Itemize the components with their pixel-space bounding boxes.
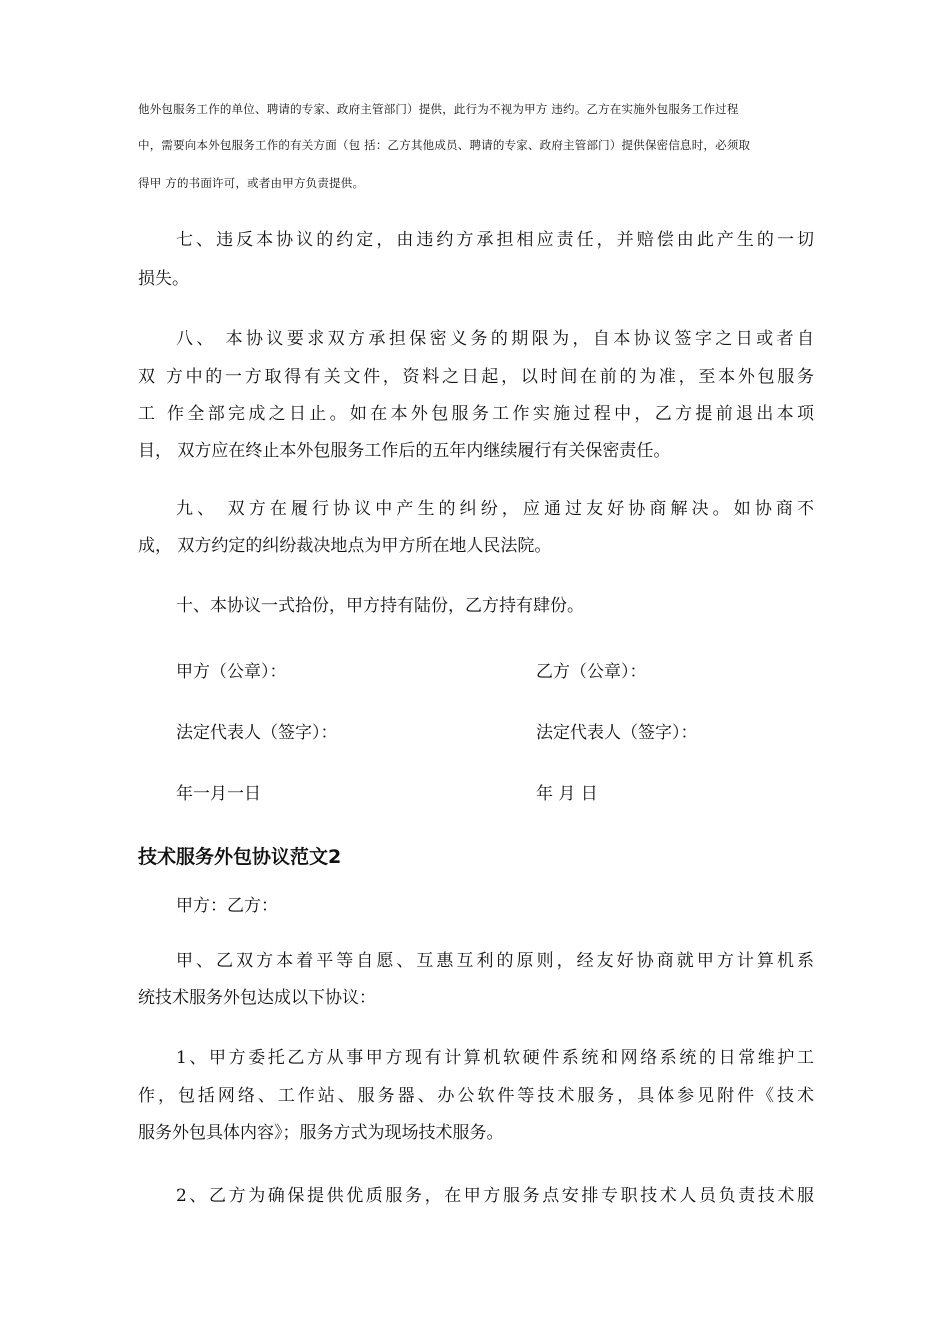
item-1-line: 服务外包具体内容》；服务方式为现场技术服务。	[138, 1123, 504, 1143]
clause-8-line: 工 作全部完成之日止。如在本外包服务工作实施过程中，乙方提前退出本项	[138, 404, 814, 424]
clause-9-line: 成， 双方约定的纠纷裁决地点为甲方所在地人民法院。	[138, 536, 552, 556]
item-2-line: 2、乙方为确保提供优质服务，在甲方服务点安排专职技术人员负责技术服	[176, 1186, 814, 1206]
clause-10-line: 十、本协议一式拾份，甲方持有陆份，乙方持有肆份。	[176, 596, 584, 616]
section-heading: 技术服务外包协议范文2	[138, 846, 342, 868]
party-b-date: 年 月 日	[536, 784, 598, 804]
parties-line: 甲方：乙方：	[176, 896, 278, 916]
item-1-line: 作，包括网络、工作站、服务器、办公软件等技术服务，具体参见附件《技术	[138, 1086, 814, 1106]
clause-7-line: 七、违反本协议的约定，由违约方承担相应责任，并赔偿由此产生的一切	[176, 230, 814, 250]
clause-8-line: 目， 双方应在终止本外包服务工作后的五年内继续履行有关保密责任。	[138, 441, 671, 461]
intro-line: 统技术服务外包达成以下协议：	[138, 988, 376, 1008]
intro-line: 甲、乙双方本着平等自愿、互惠互利的原则，经友好协商就甲方计算机系	[176, 951, 814, 971]
fragment-line: 他外包服务工作的单位、聘请的专家、政府主管部门）提供，此行为不视为甲方 违约。乙方在实施外包服务工作过程	[138, 102, 739, 116]
party-a-date: 年一月一日	[176, 784, 261, 804]
clause-7-line: 损失。	[138, 269, 189, 289]
item-1-line: 1、甲方委托乙方从事甲方现有计算机软硬件系统和网络系统的日常维护工	[176, 1048, 814, 1068]
fragment-line: 中，需要向本外包服务工作的有关方面（包 括：乙方其他成员、聘请的专家、政府主管部门）提供保密信息时，必须取	[138, 138, 751, 152]
fragment-line: 得甲 方的书面许可，或者由甲方负责提供。	[138, 176, 365, 190]
clause-8-line: 双 方中的一方取得有关文件，资料之日起，以时间在前的为准，至本外包服务	[138, 367, 814, 387]
party-b-seal: 乙方（公章）：	[536, 662, 647, 682]
clause-9-line: 九、 双方在履行协议中产生的纠纷，应通过友好协商解决。如协商不	[176, 499, 814, 519]
clause-8-line: 八、 本协议要求双方承担保密义务的期限为，自本协议签字之日或者自	[176, 329, 814, 349]
party-a-representative: 法定代表人（签字）：	[176, 723, 338, 743]
party-b-representative: 法定代表人（签字）：	[536, 723, 698, 743]
party-a-seal: 甲方（公章）：	[176, 662, 287, 682]
